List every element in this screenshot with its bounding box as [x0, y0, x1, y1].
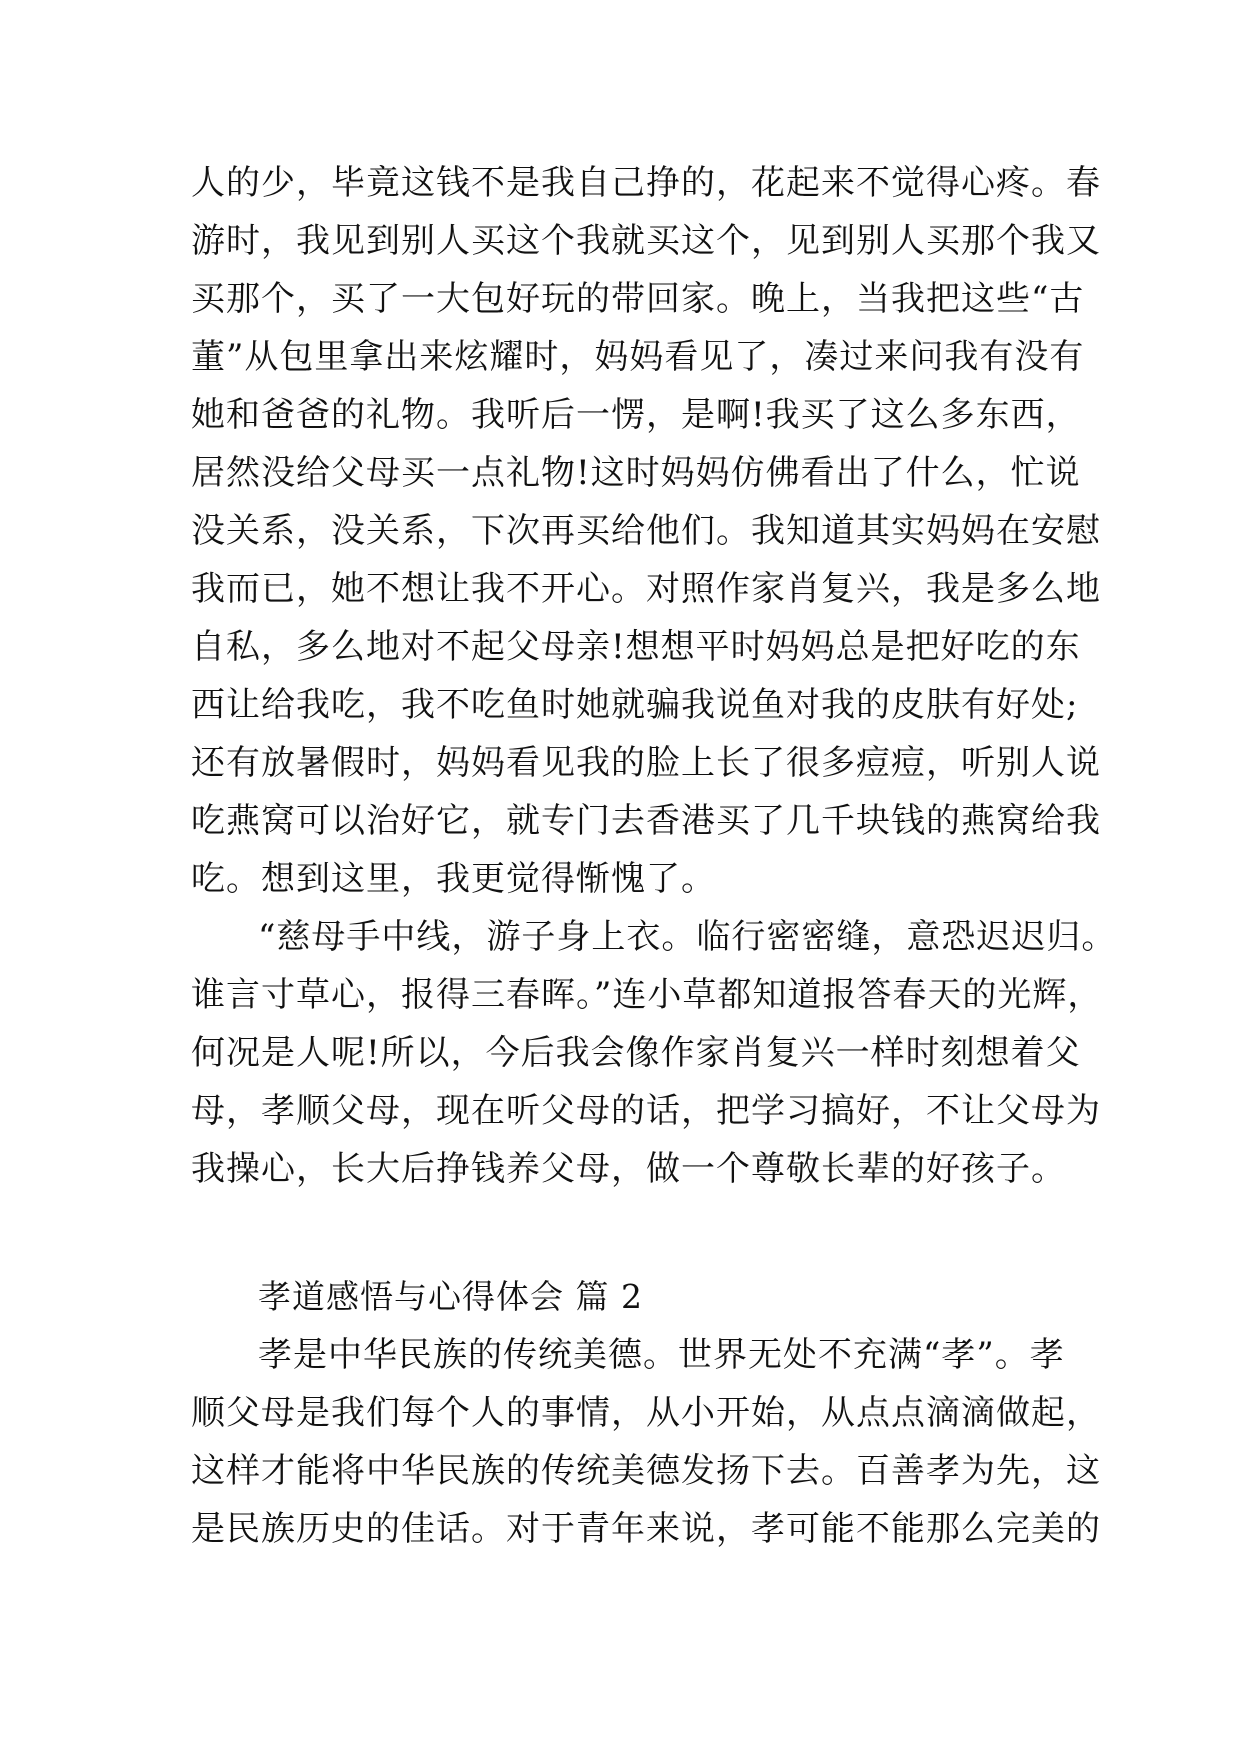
body-text-line: 是民族历史的佳话。对于青年来说，孝可能不能那么完美的: [191, 1509, 1101, 1549]
body-text-line: 我而已，她不想让我不开心。对照作家肖复兴，我是多么地: [191, 569, 1101, 609]
body-text-line: 还有放暑假时，妈妈看见我的脸上长了很多痘痘，听别人说: [191, 743, 1101, 783]
body-text-line: 游时，我见到别人买这个我就买这个，见到别人买那个我又: [191, 221, 1101, 261]
body-text-line: 母，孝顺父母，现在听父母的话，把学习搞好，不让父母为: [191, 1091, 1101, 1131]
body-text-line: 买那个，买了一大包好玩的带回家。晚上，当我把这些“古: [191, 279, 1085, 319]
body-text-line: 没关系，没关系，下次再买给他们。我知道其实妈妈在安慰: [191, 511, 1101, 551]
body-text-line: 董”从包里拿出来炫耀时，妈妈看见了，凑过来问我有没有: [191, 337, 1085, 377]
body-text-line: 这样才能将中华民族的传统美德发扬下去。百善孝为先，这: [191, 1451, 1101, 1491]
body-text-line: 吃燕窝可以治好它，就专门去香港买了几千块钱的燕窝给我: [191, 801, 1101, 841]
body-text-line: 她和爸爸的礼物。我听后一愣，是啊!我买了这么多东西，: [191, 395, 1081, 435]
body-text-line: 顺父母是我们每个人的事情，从小开始，从点点滴滴做起，: [191, 1393, 1101, 1433]
body-text-line: 谁言寸草心，报得三春晖。”连小草都知道报答春天的光辉，: [191, 975, 1103, 1015]
section-heading: 孝道感悟与心得体会 篇 2: [258, 1277, 643, 1316]
body-text-line: 何况是人呢!所以，今后我会像作家肖复兴一样时刻想着父: [191, 1033, 1081, 1073]
body-text-line: 吃。想到这里，我更觉得惭愧了。: [191, 859, 716, 899]
body-text-line: 西让给我吃，我不吃鱼时她就骗我说鱼对我的皮肤有好处;: [191, 685, 1079, 725]
poem-quote-line: “慈母手中线，游子身上衣。临行密密缝，意恐迟迟归。: [258, 917, 1117, 957]
body-text-line: 孝是中华民族的传统美德。世界无处不充满“孝”。孝: [258, 1335, 1065, 1375]
body-text-line: 自私，多么地对不起父母亲!想想平时妈妈总是把好吃的东: [191, 627, 1081, 667]
body-text-line: 人的少，毕竟这钱不是我自己挣的，花起来不觉得心疼。春: [191, 163, 1101, 203]
body-text-line: 居然没给父母买一点礼物!这时妈妈仿佛看出了什么，忙说: [191, 453, 1081, 493]
body-text-line: 我操心，长大后挣钱养父母，做一个尊敬长辈的好孩子。: [191, 1149, 1066, 1189]
